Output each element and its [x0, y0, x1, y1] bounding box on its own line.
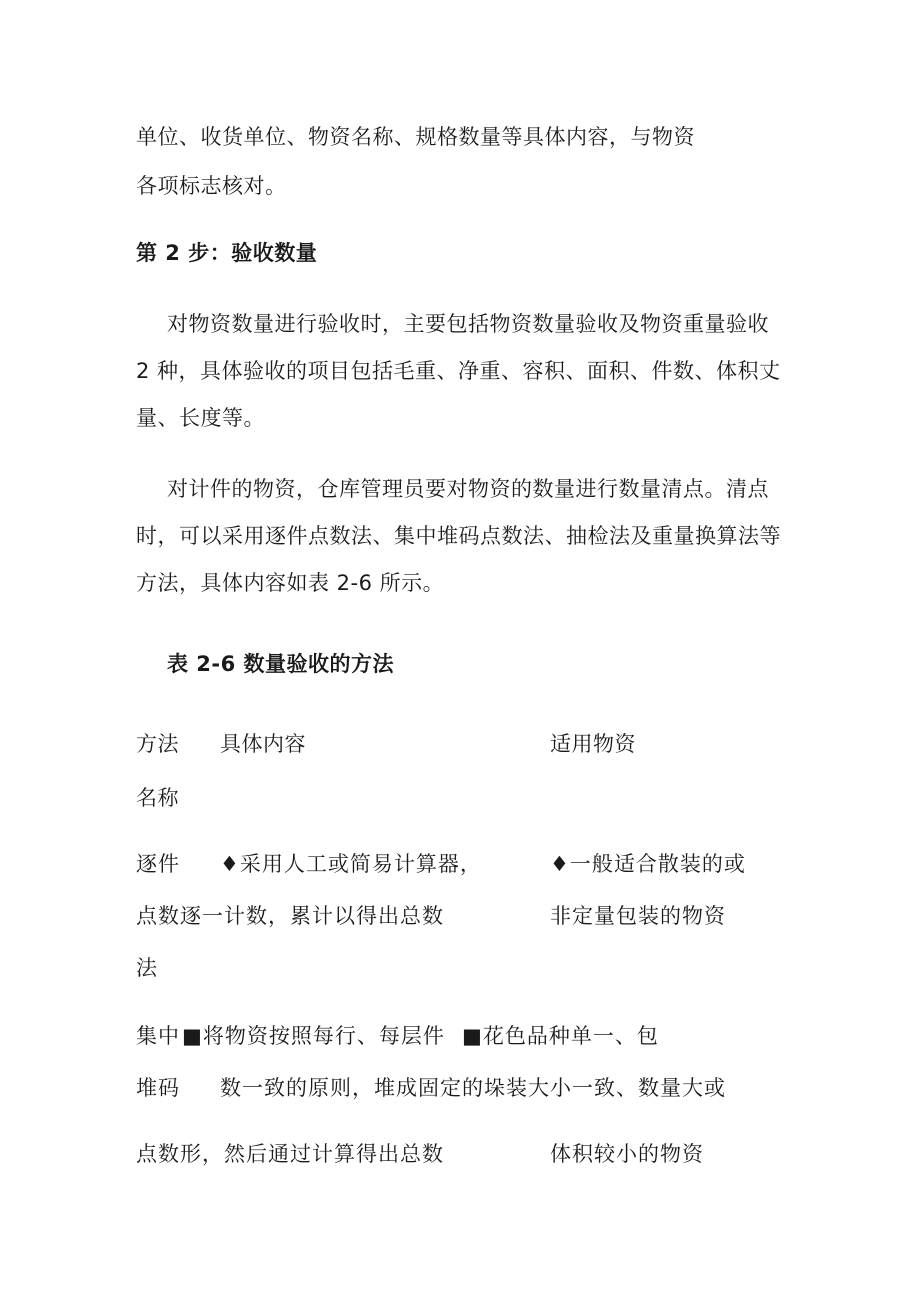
- section-heading: 第 2 步：验收数量: [136, 241, 318, 265]
- row2-goods-line-1: ■花色品种单一、包: [462, 1024, 659, 1048]
- header-method-name-line-2: 名称: [136, 786, 179, 810]
- row1-method-line-1: 逐件: [136, 852, 180, 876]
- paragraph-2-line-2: 时，可以采用逐件点数法、集中堆码点数法、抽检法及重量换算法等: [136, 524, 781, 548]
- paragraph-1-line-2: 2 种，具体验收的项目包括毛重、净重、容积、面积、件数、体积丈: [136, 359, 781, 383]
- row2-method-line-2: 堆码: [136, 1076, 180, 1100]
- header-applicable-goods: 适用物资: [550, 732, 636, 756]
- header-content: 具体内容: [220, 732, 306, 756]
- header-method-name-line-1: 方法: [136, 732, 179, 756]
- paragraph-2-line-3: 方法，具体内容如表 2-6 所示。: [136, 571, 445, 595]
- row1-goods-line-1: ♦一般适合散装的或: [550, 852, 746, 876]
- row2-content-line-2: 数一致的原则，堆成固定的垛装大小一致、数量大或: [220, 1076, 726, 1100]
- paragraph-1-line-1: 对物资数量进行验收时，主要包括物资数量验收及物资重量验收: [167, 312, 769, 336]
- table-caption: 表 2-6 数量验收的方法: [167, 652, 395, 676]
- row1-goods-line-2: 非定量包装的物资: [550, 904, 726, 928]
- row2-content-line-1: ■将物资按照每行、每层件: [182, 1024, 445, 1048]
- row2-method-line-1: 集中: [136, 1024, 180, 1048]
- row1-content-line-1: ♦采用人工或简易计算器，: [220, 852, 482, 876]
- row2-goods-line-3: 体积较小的物资: [550, 1142, 704, 1166]
- intro-line-1: 单位、收货单位、物资名称、规格数量等具体内容，与物资: [136, 125, 695, 149]
- row1-method-line-3: 法: [136, 956, 158, 980]
- row1-content-line-2: 点数逐一计数，累计以得出总数: [136, 904, 444, 928]
- paragraph-2-line-1: 对计件的物资，仓库管理员要对物资的数量进行数量清点。清点: [167, 477, 769, 501]
- row2-content-line-3: 点数形，然后通过计算得出总数: [136, 1142, 444, 1166]
- intro-line-2: 各项标志核对。: [136, 174, 287, 198]
- paragraph-1-line-3: 量、长度等。: [136, 406, 265, 430]
